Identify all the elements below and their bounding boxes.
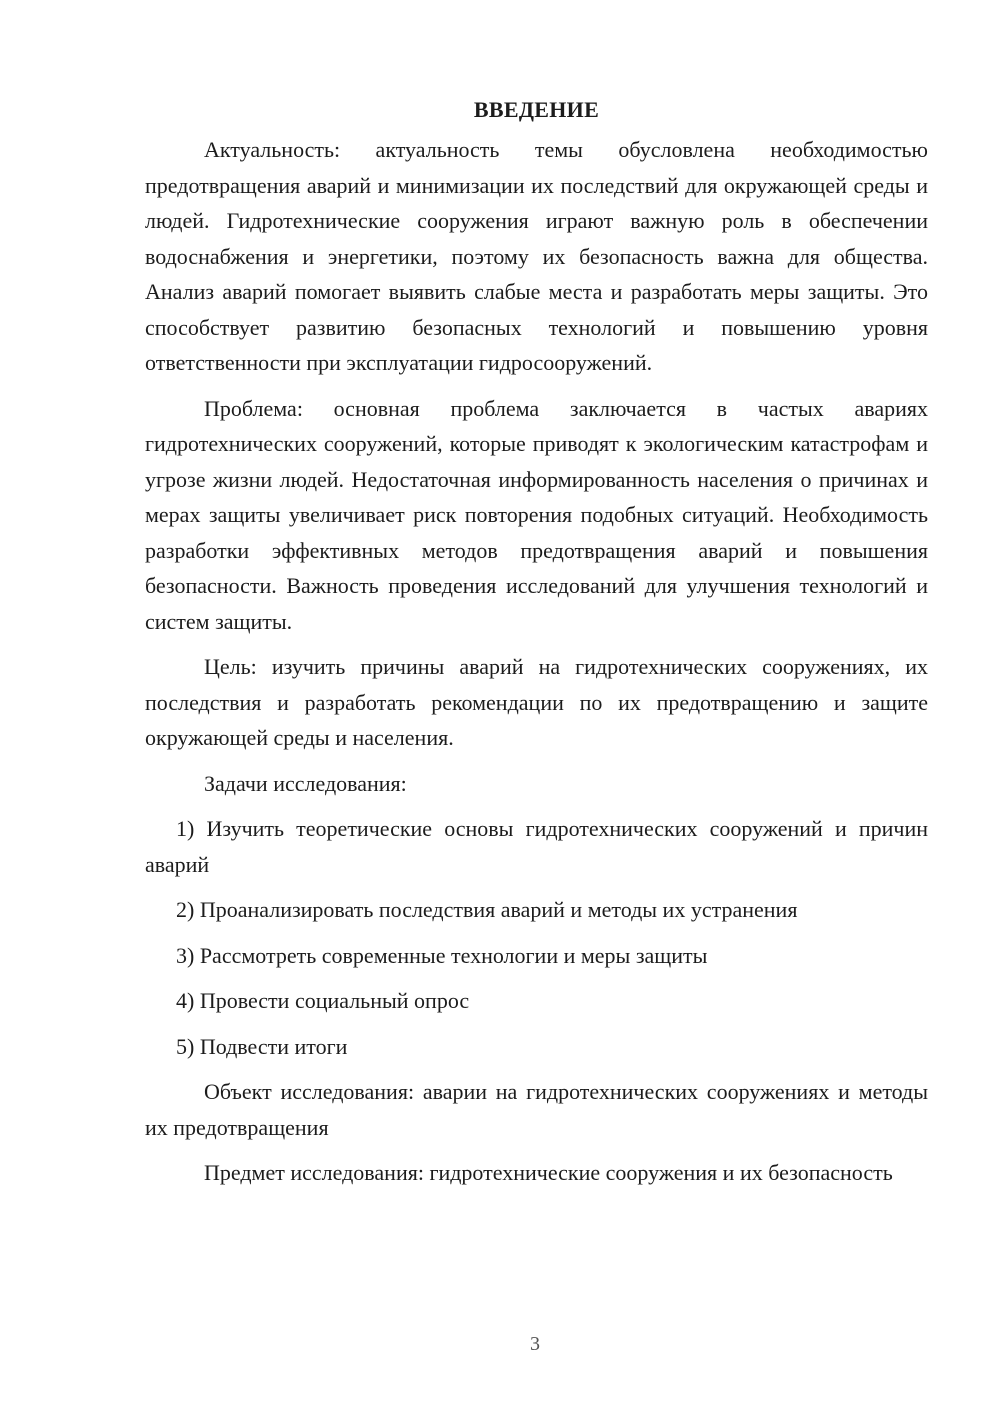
section-heading: ВВЕДЕНИЕ	[473, 97, 600, 122]
page-number: 3	[530, 1333, 540, 1355]
list-item: 1) Изучить теоретические основы гидротехнических сооружений и причин аварий	[145, 816, 928, 877]
relevance-paragraph: Актуальность: актуальность темы обусловлена необходимостью предотвращения аварий и минимизации их последствий для окружающей среды и людей. Гидротехнические сооружения играют важную роль в обеспечении водоснабжения и энергетики, поэтому их безопасность важна для общества. Анализ аварий помогает выявить слабые места и разработать меры защиты. Это способствует развитию безопасных технологий и повышению уровня ответственности при эксплуатации гидросооружений.	[145, 137, 928, 375]
subject-paragraph: Предмет исследования: гидротехнические сооружения и их безопасность	[204, 1160, 893, 1185]
object-paragraph: Объект исследования: аварии на гидротехнических сооружениях и методы их предотвращения	[145, 1079, 928, 1140]
tasks-title: Задачи исследования:	[204, 770, 407, 796]
list-item: 4) Провести социальный опрос	[176, 988, 470, 1013]
list-item: 5) Подвести итоги	[176, 1033, 348, 1059]
problem-paragraph: Проблема: основная проблема заключается в частых авариях гидротехнических сооружений, которые приводят к экологическим катастрофам и угрозе жизни людей. Недостаточная информированность населения о причинах и мерах защиты увеличивает риск повторения подобных ситуаций. Необходимость разработки эффективных методов предотвращения аварий и повышения безопасности. Важность проведения исследований для улучшения технологий и систем защиты.	[145, 395, 928, 634]
tasks-list	[145, 811, 928, 1064]
list-item: 2) Проанализировать последствия аварий и методы их устранения	[176, 897, 798, 922]
list-item: 3) Рассмотреть современные технологии и меры защиты	[176, 942, 708, 968]
page-content	[145, 92, 928, 1191]
goal-paragraph: Цель: изучить причины аварий на гидротехнических сооружениях, их последствия и разработать рекомендации по их предотвращению и защите окружающей среды и населения.	[145, 654, 928, 750]
